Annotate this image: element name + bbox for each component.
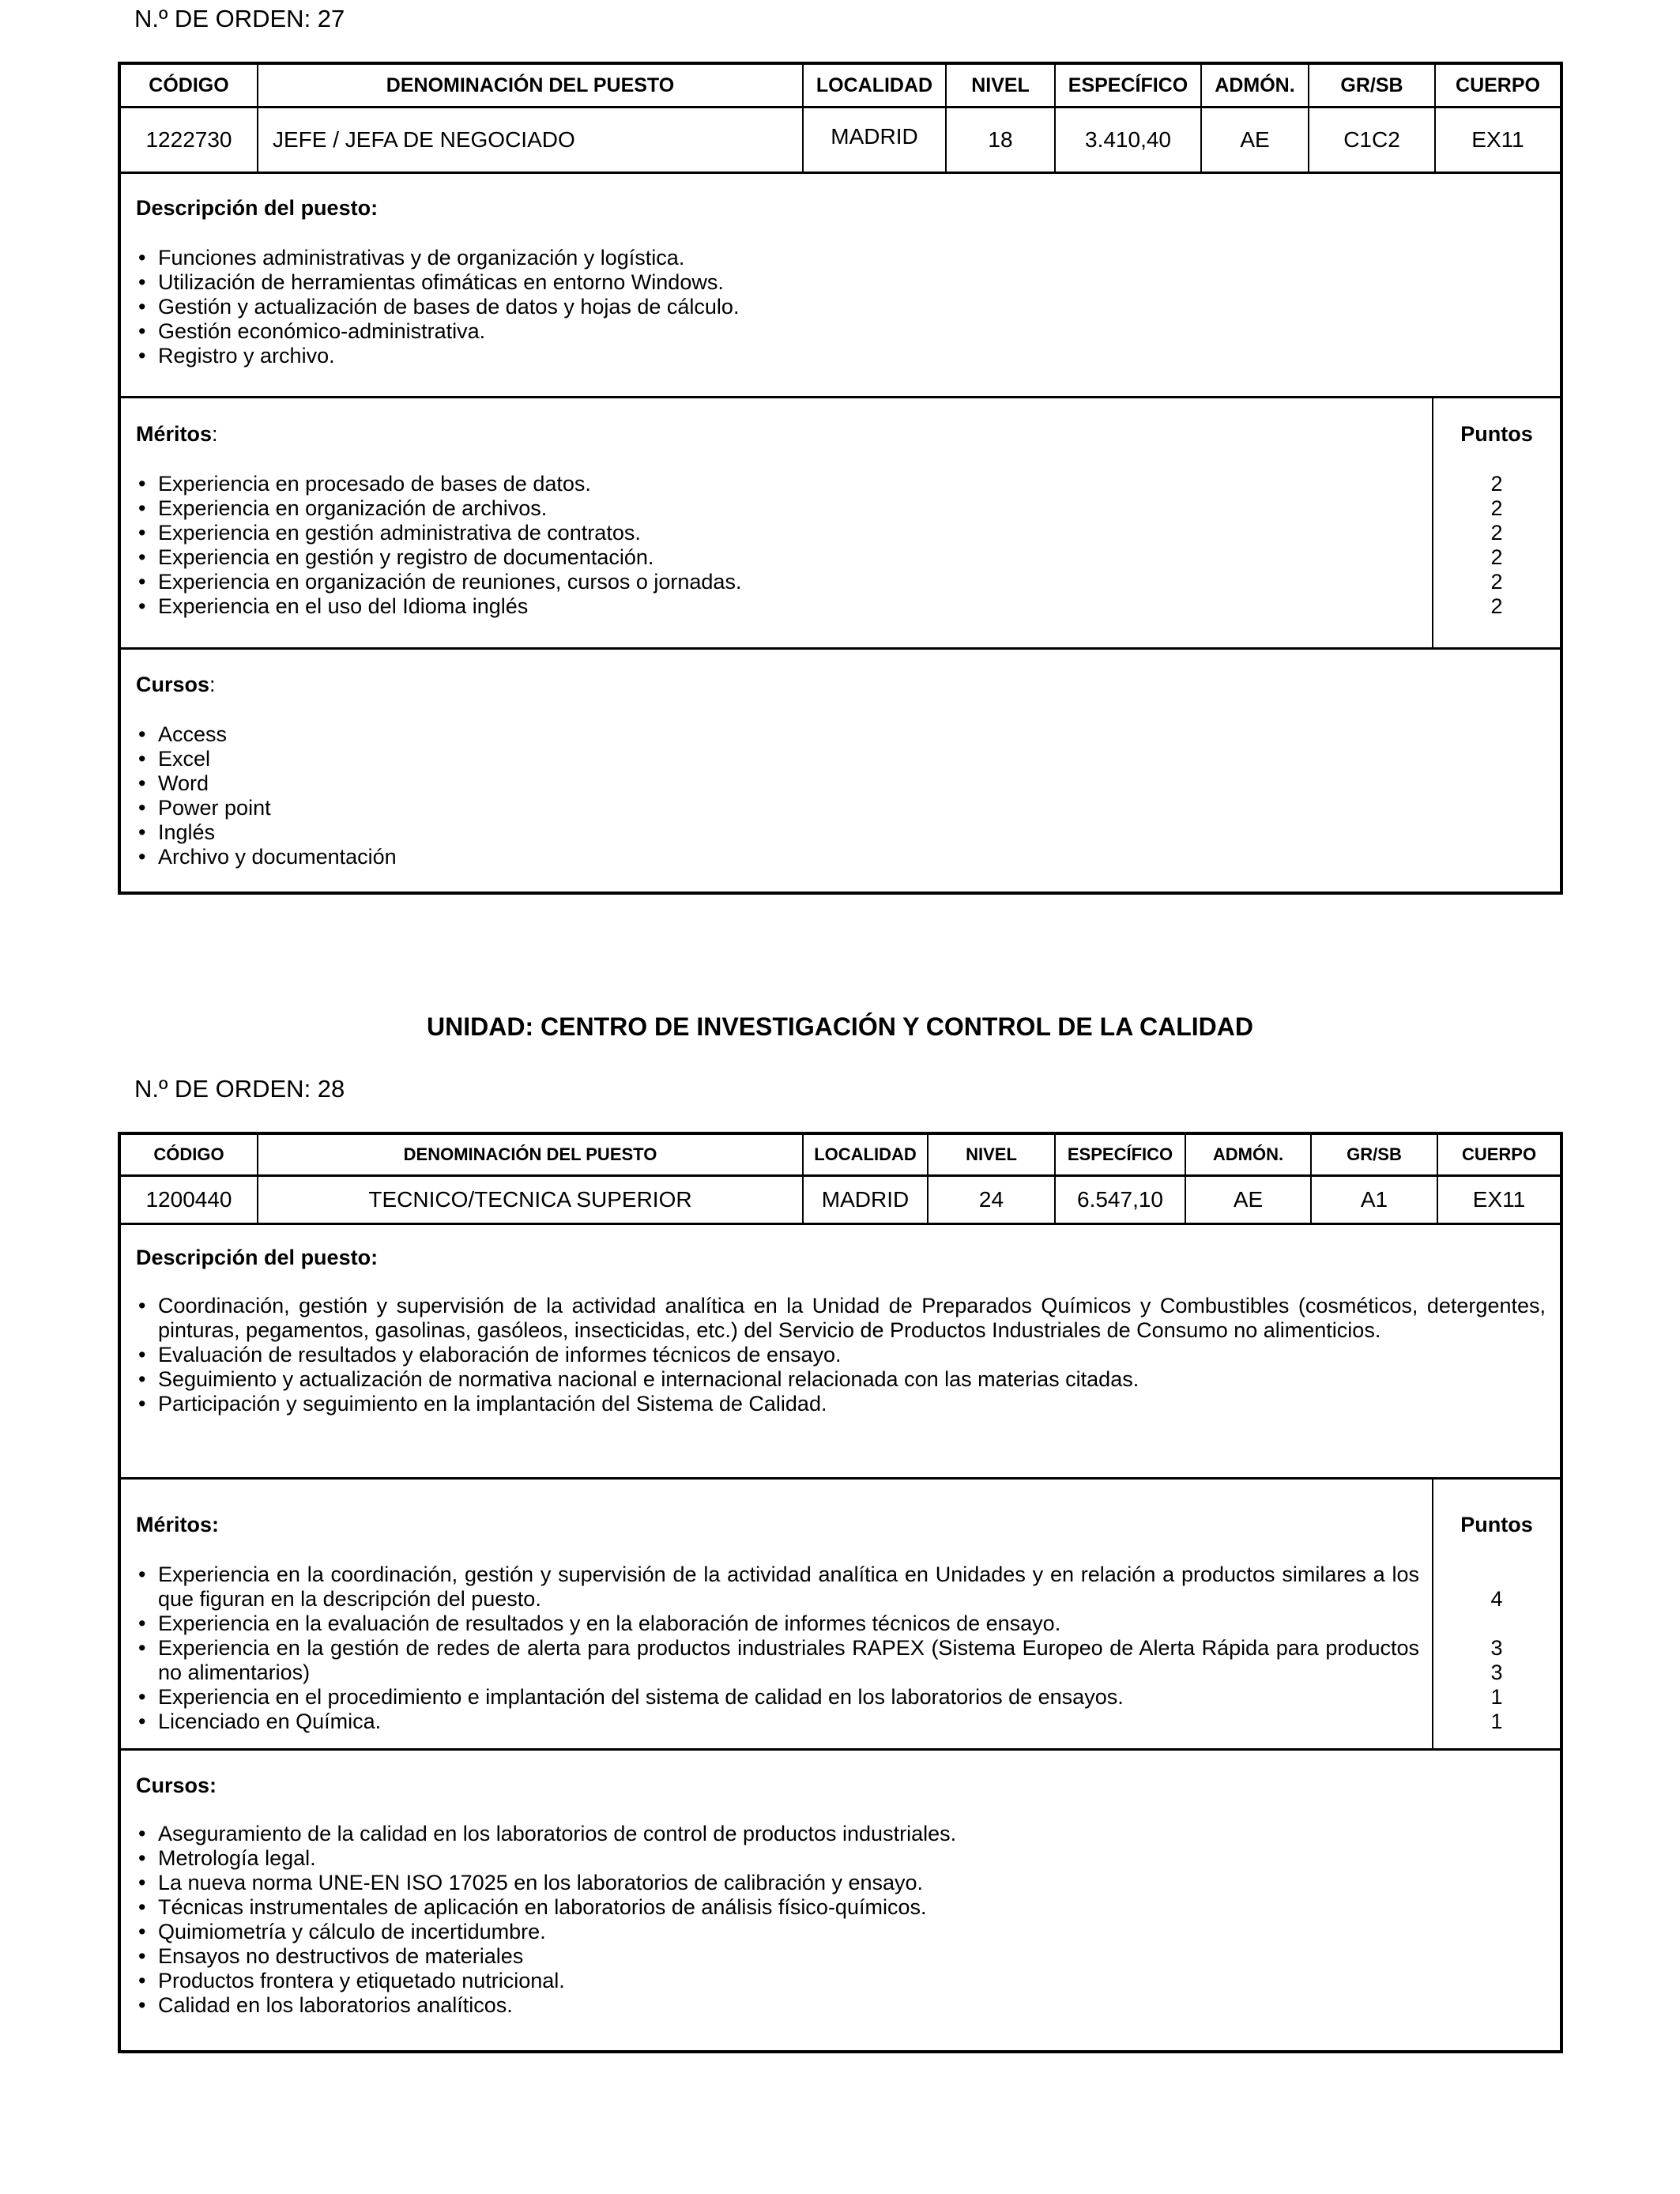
value-nivel: 24 bbox=[929, 1177, 1056, 1223]
value-localidad: MADRID bbox=[804, 1177, 929, 1223]
header-grsb: GR/SB bbox=[1312, 1135, 1438, 1174]
points-column bbox=[1433, 1480, 1560, 1748]
job-block-27 bbox=[118, 62, 1563, 895]
header-cuerpo: CUERPO bbox=[1461, 1144, 1537, 1164]
merits-list-column bbox=[121, 1480, 1433, 1748]
points-value: 1 bbox=[1490, 1685, 1503, 1709]
list-item: • Técnicas instrumentales de aplicación en laboratorios de análisis físico-químicos. bbox=[136, 1895, 1560, 1920]
description-list bbox=[136, 1294, 1546, 1416]
list-item: • Metrología legal. bbox=[136, 1846, 1560, 1871]
header-especifico: ESPECÍFICO bbox=[1056, 65, 1202, 106]
list-item: • Experiencia en gestión administrativa de contratos. bbox=[136, 521, 1432, 545]
list-item: • Excel bbox=[136, 747, 1560, 771]
header-codigo: CÓDIGO bbox=[121, 65, 258, 106]
points-value: 2 bbox=[1490, 521, 1503, 545]
value-localidad: MADRID bbox=[804, 108, 947, 172]
list-item: • Experiencia en procesado de bases de datos. bbox=[136, 472, 1432, 496]
list-item: • Participación y seguimiento en la implantación del Sistema de Calidad. bbox=[136, 1392, 1546, 1416]
points-value: 1 bbox=[1490, 1710, 1503, 1733]
list-item: • Experiencia en el procedimiento e implantación del sistema de calidad en los laboratorios de ensayos. bbox=[136, 1685, 1419, 1710]
list-item: • Word bbox=[136, 771, 1560, 796]
points-list bbox=[1433, 472, 1560, 619]
order-number-28: N.º DE ORDEN: 28 bbox=[134, 1075, 345, 1103]
value-denominacion: TECNICO/TECNICA SUPERIOR bbox=[258, 1177, 804, 1223]
value-cuerpo: EX11 bbox=[1471, 127, 1524, 152]
list-item: • Gestión y actualización de bases de datos y hojas de cálculo. bbox=[136, 295, 1560, 319]
header-nivel: NIVEL bbox=[947, 65, 1056, 106]
points-value: 2 bbox=[1490, 472, 1503, 496]
courses-title: Cursos: bbox=[136, 673, 216, 696]
description-title: Descripción del puesto: bbox=[136, 1246, 379, 1269]
unit-title: UNIDAD: CENTRO DE INVESTIGACIÓN Y CONTROL DE LA CALIDAD bbox=[427, 1012, 1253, 1041]
courses-list bbox=[136, 1822, 1560, 2018]
header-localidad: LOCALIDAD bbox=[804, 1135, 929, 1174]
list-item: • Gestión económico-administrativa. bbox=[136, 319, 1560, 344]
header-codigo: CÓDIGO bbox=[121, 1135, 258, 1174]
value-denominacion: JEFE / JEFA DE NEGOCIADO bbox=[258, 108, 804, 172]
order-number-27: N.º DE ORDEN: 27 bbox=[134, 5, 345, 32]
table-row bbox=[121, 108, 1560, 174]
courses-title: Cursos: bbox=[136, 1774, 217, 1797]
header-cuerpo: CUERPO bbox=[1456, 74, 1540, 96]
job-block-28 bbox=[118, 1132, 1563, 2053]
list-item: • Experiencia en organización de archivos. bbox=[136, 496, 1432, 521]
header-grsb: GR/SB bbox=[1309, 65, 1436, 106]
courses-list bbox=[136, 722, 1560, 869]
merits-title: Méritos: bbox=[136, 422, 218, 446]
value-especifico: 6.547,10 bbox=[1056, 1177, 1186, 1223]
description-list bbox=[136, 246, 1560, 368]
list-item: • Experiencia en gestión y registro de documentación. bbox=[136, 545, 1432, 570]
value-cuerpo: EX11 bbox=[1472, 1187, 1526, 1212]
points-value: 3 bbox=[1490, 1661, 1503, 1684]
list-item: • Power point bbox=[136, 796, 1560, 820]
points-value: 4 bbox=[1490, 1587, 1503, 1611]
value-codigo: 1200440 bbox=[121, 1177, 258, 1223]
list-item: • Coordinación, gestión y supervisión de la actividad analítica en la Unidad de Preparados Químicos y Combustibles (cosméticos, detergentes, pinturas, pegamentos, gasolinas, gasóleos, insecticidas, etc.) del Servicio de Productos Industriales de Consumo no alimenticios. bbox=[136, 1294, 1546, 1343]
merits-list bbox=[136, 472, 1432, 619]
list-item: • Archivo y documentación bbox=[136, 845, 1560, 869]
header-localidad: LOCALIDAD bbox=[804, 65, 947, 106]
value-grsb: C1C2 bbox=[1309, 108, 1436, 172]
header-denominacion: DENOMINACIÓN DEL PUESTO bbox=[258, 65, 804, 106]
list-item: • La nueva norma UNE-EN ISO 17025 en los laboratorios de calibración y ensayo. bbox=[136, 1871, 1560, 1895]
list-item: • Experiencia en la gestión de redes de alerta para productos industriales RAPEX (Sistema Europeo de Alerta Rápida para productos no alimentarios) bbox=[136, 1636, 1419, 1685]
list-item: • Inglés bbox=[136, 820, 1560, 845]
list-item: • Quimiometría y cálculo de incertidumbre. bbox=[136, 1920, 1560, 1944]
list-item: • Registro y archivo. bbox=[136, 344, 1560, 368]
courses-section bbox=[121, 650, 1560, 897]
list-item: • Experiencia en la coordinación, gestión y supervisión de la actividad analítica en Unidades y en relación a productos similares a los que figuran en la descripción del puesto. bbox=[136, 1563, 1419, 1612]
description-section bbox=[121, 1225, 1560, 1480]
header-nivel: NIVEL bbox=[929, 1135, 1056, 1174]
header-denominacion: DENOMINACIÓN DEL PUESTO bbox=[258, 1135, 804, 1174]
table-header bbox=[121, 1135, 1560, 1177]
header-admon: ADMÓN. bbox=[1202, 65, 1309, 106]
points-title: Puntos bbox=[1460, 422, 1533, 446]
value-nivel: 18 bbox=[947, 108, 1056, 172]
list-item: • Evaluación de resultados y elaboración de informes técnicos de ensayo. bbox=[136, 1343, 1546, 1367]
list-item: • Seguimiento y actualización de normativa nacional e internacional relacionada con las materias citadas. bbox=[136, 1367, 1546, 1392]
merits-section bbox=[121, 398, 1560, 650]
points-value: 2 bbox=[1490, 594, 1503, 618]
points-value: 2 bbox=[1490, 545, 1503, 569]
value-admon: AE bbox=[1202, 108, 1309, 172]
list-item: • Calidad en los laboratorios analíticos. bbox=[136, 1993, 1560, 2018]
list-item: • Experiencia en la evaluación de resultados y en la elaboración de informes técnicos de ensayo. bbox=[136, 1612, 1419, 1636]
points-column bbox=[1433, 398, 1560, 647]
list-item: • Utilización de herramientas ofimáticas en entorno Windows. bbox=[136, 270, 1560, 295]
merits-section bbox=[121, 1480, 1560, 1751]
list-item: • Licenciado en Química. bbox=[136, 1710, 1419, 1734]
points-value: 2 bbox=[1490, 570, 1503, 594]
list-item: • Aseguramiento de la calidad en los laboratorios de control de productos industriales. bbox=[136, 1822, 1560, 1846]
value-codigo: 1222730 bbox=[121, 108, 258, 172]
header-especifico: ESPECÍFICO bbox=[1056, 1135, 1186, 1174]
list-item: • Funciones administrativas y de organización y logística. bbox=[136, 246, 1560, 270]
points-title: Puntos bbox=[1460, 1513, 1533, 1536]
value-admon: AE bbox=[1186, 1177, 1312, 1223]
description-section bbox=[121, 174, 1560, 398]
table-row bbox=[121, 1177, 1560, 1225]
list-item: • Experiencia en organización de reuniones, cursos o jornadas. bbox=[136, 570, 1432, 594]
list-item: • Experiencia en el uso del Idioma inglés bbox=[136, 594, 1432, 619]
list-item: • Ensayos no destructivos de materiales bbox=[136, 1944, 1560, 1969]
points-value: 3 bbox=[1490, 1636, 1503, 1660]
value-grsb: A1 bbox=[1312, 1177, 1438, 1223]
merits-title: Méritos: bbox=[136, 1513, 220, 1536]
list-item: • Access bbox=[136, 722, 1560, 747]
merits-list bbox=[136, 1563, 1419, 1734]
header-admon: ADMÓN. bbox=[1186, 1135, 1312, 1174]
courses-section bbox=[121, 1751, 1560, 2055]
list-item: • Productos frontera y etiquetado nutricional. bbox=[136, 1969, 1560, 1993]
table-header bbox=[121, 65, 1560, 108]
points-list bbox=[1433, 1587, 1560, 1734]
description-title: Descripción del puesto: bbox=[136, 196, 379, 220]
merits-list-column bbox=[121, 398, 1433, 647]
points-value: 2 bbox=[1490, 496, 1503, 520]
value-especifico: 3.410,40 bbox=[1056, 108, 1202, 172]
